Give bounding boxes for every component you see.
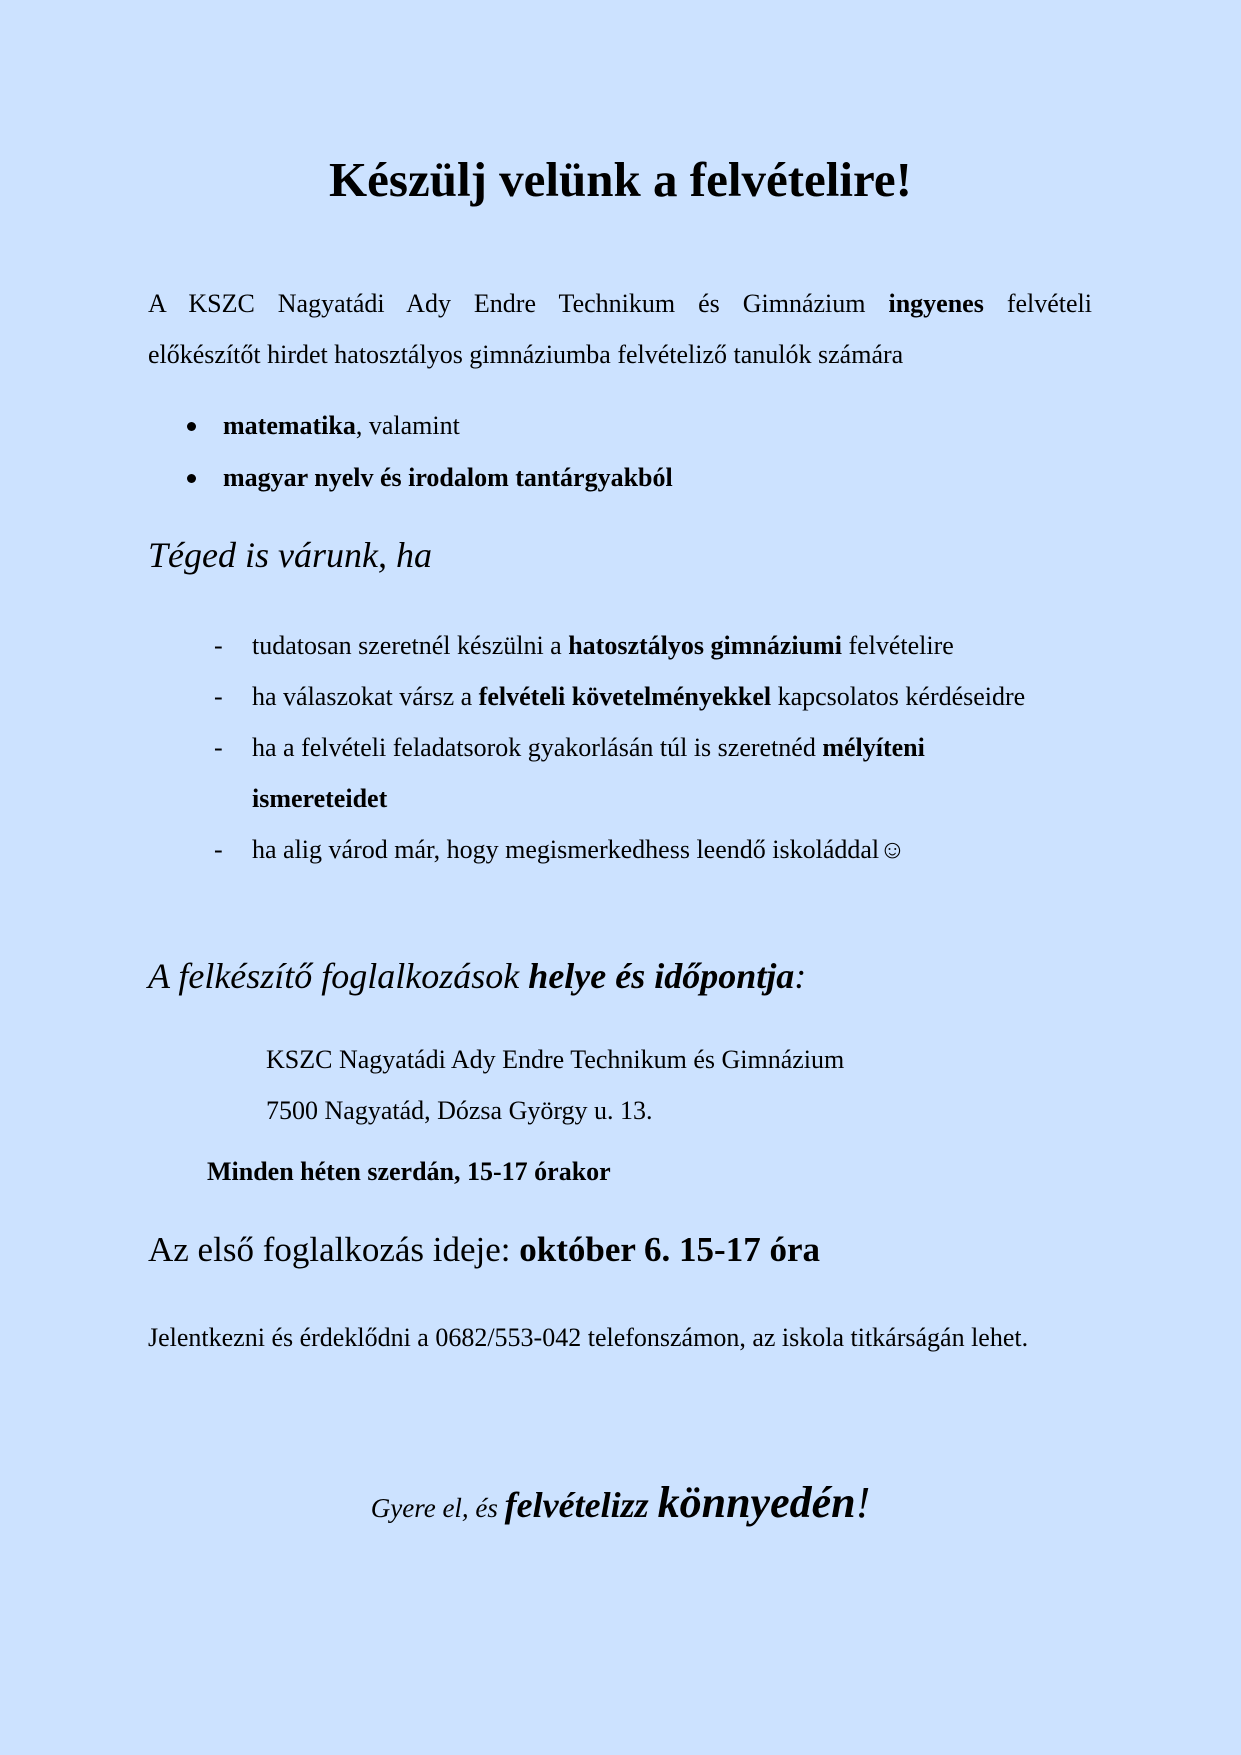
list-item: - tudatosan szeretnél készülni a hatosztályos gimnáziumi felvételire (214, 620, 1054, 671)
address-block (266, 1034, 844, 1136)
list-item: - ha a felvételi feladatsorok gyakorlásán túl is szeretnéd mélyíteni ismereteidet (214, 722, 1054, 824)
bullet-icon (187, 422, 196, 431)
address-line-2: 7500 Nagyatád, Dózsa György u. 13. (266, 1096, 653, 1125)
bullet-icon (187, 474, 196, 483)
list-item: magyar nyelv és irodalom tantárgyakból (187, 452, 673, 504)
subject-list (187, 400, 673, 504)
dash-icon: - (214, 631, 223, 660)
intro-free-highlight: ingyenes (888, 289, 984, 318)
schedule-text: Minden héten szerdán, 15-17 órakor (207, 1157, 611, 1186)
list-item: matematika, valamint (187, 400, 673, 452)
first-session-date: október 6. 15-17 óra (519, 1230, 820, 1269)
page-title: Készülj velünk a felvételire! (329, 152, 912, 207)
intro-paragraph (148, 278, 1092, 380)
condition-list (214, 620, 1054, 875)
intro-line-2: előkészítőt hirdet hatosztályos gimnáziumba felvételiző tanulók számára (148, 340, 904, 369)
intro-line-1: A KSZC Nagyatádi Ady Endre Technikum és Gimnázium ingyenes felvételi (148, 289, 1092, 318)
first-session: Az első foglalkozás ideje: október 6. 15-17 óra (148, 1230, 820, 1269)
heading-wait: Téged is várunk, ha (148, 535, 432, 575)
dash-icon: - (214, 733, 223, 762)
list-item: - ha válaszokat vársz a felvételi követelményekkel kapcsolatos kérdéseidre (214, 671, 1054, 722)
dash-icon: - (214, 835, 223, 864)
list-item: - ha alig várod már, hogy megismerkedhess leendő iskoláddal☺ (214, 824, 1054, 875)
contact-text: Jelentkezni és érdeklődni a 0682/553-042 telefonszámon, az iskola titkárságán lehet. (148, 1323, 1029, 1352)
address-line-1: KSZC Nagyatádi Ady Endre Technikum és Gimnázium (266, 1045, 845, 1074)
heading-place: A felkészítő foglalkozások helye és időpontja: (148, 956, 807, 996)
closing-slogan: Gyere el, és felvételizz könnyedén! (370, 1478, 871, 1527)
dash-icon: - (214, 682, 223, 711)
